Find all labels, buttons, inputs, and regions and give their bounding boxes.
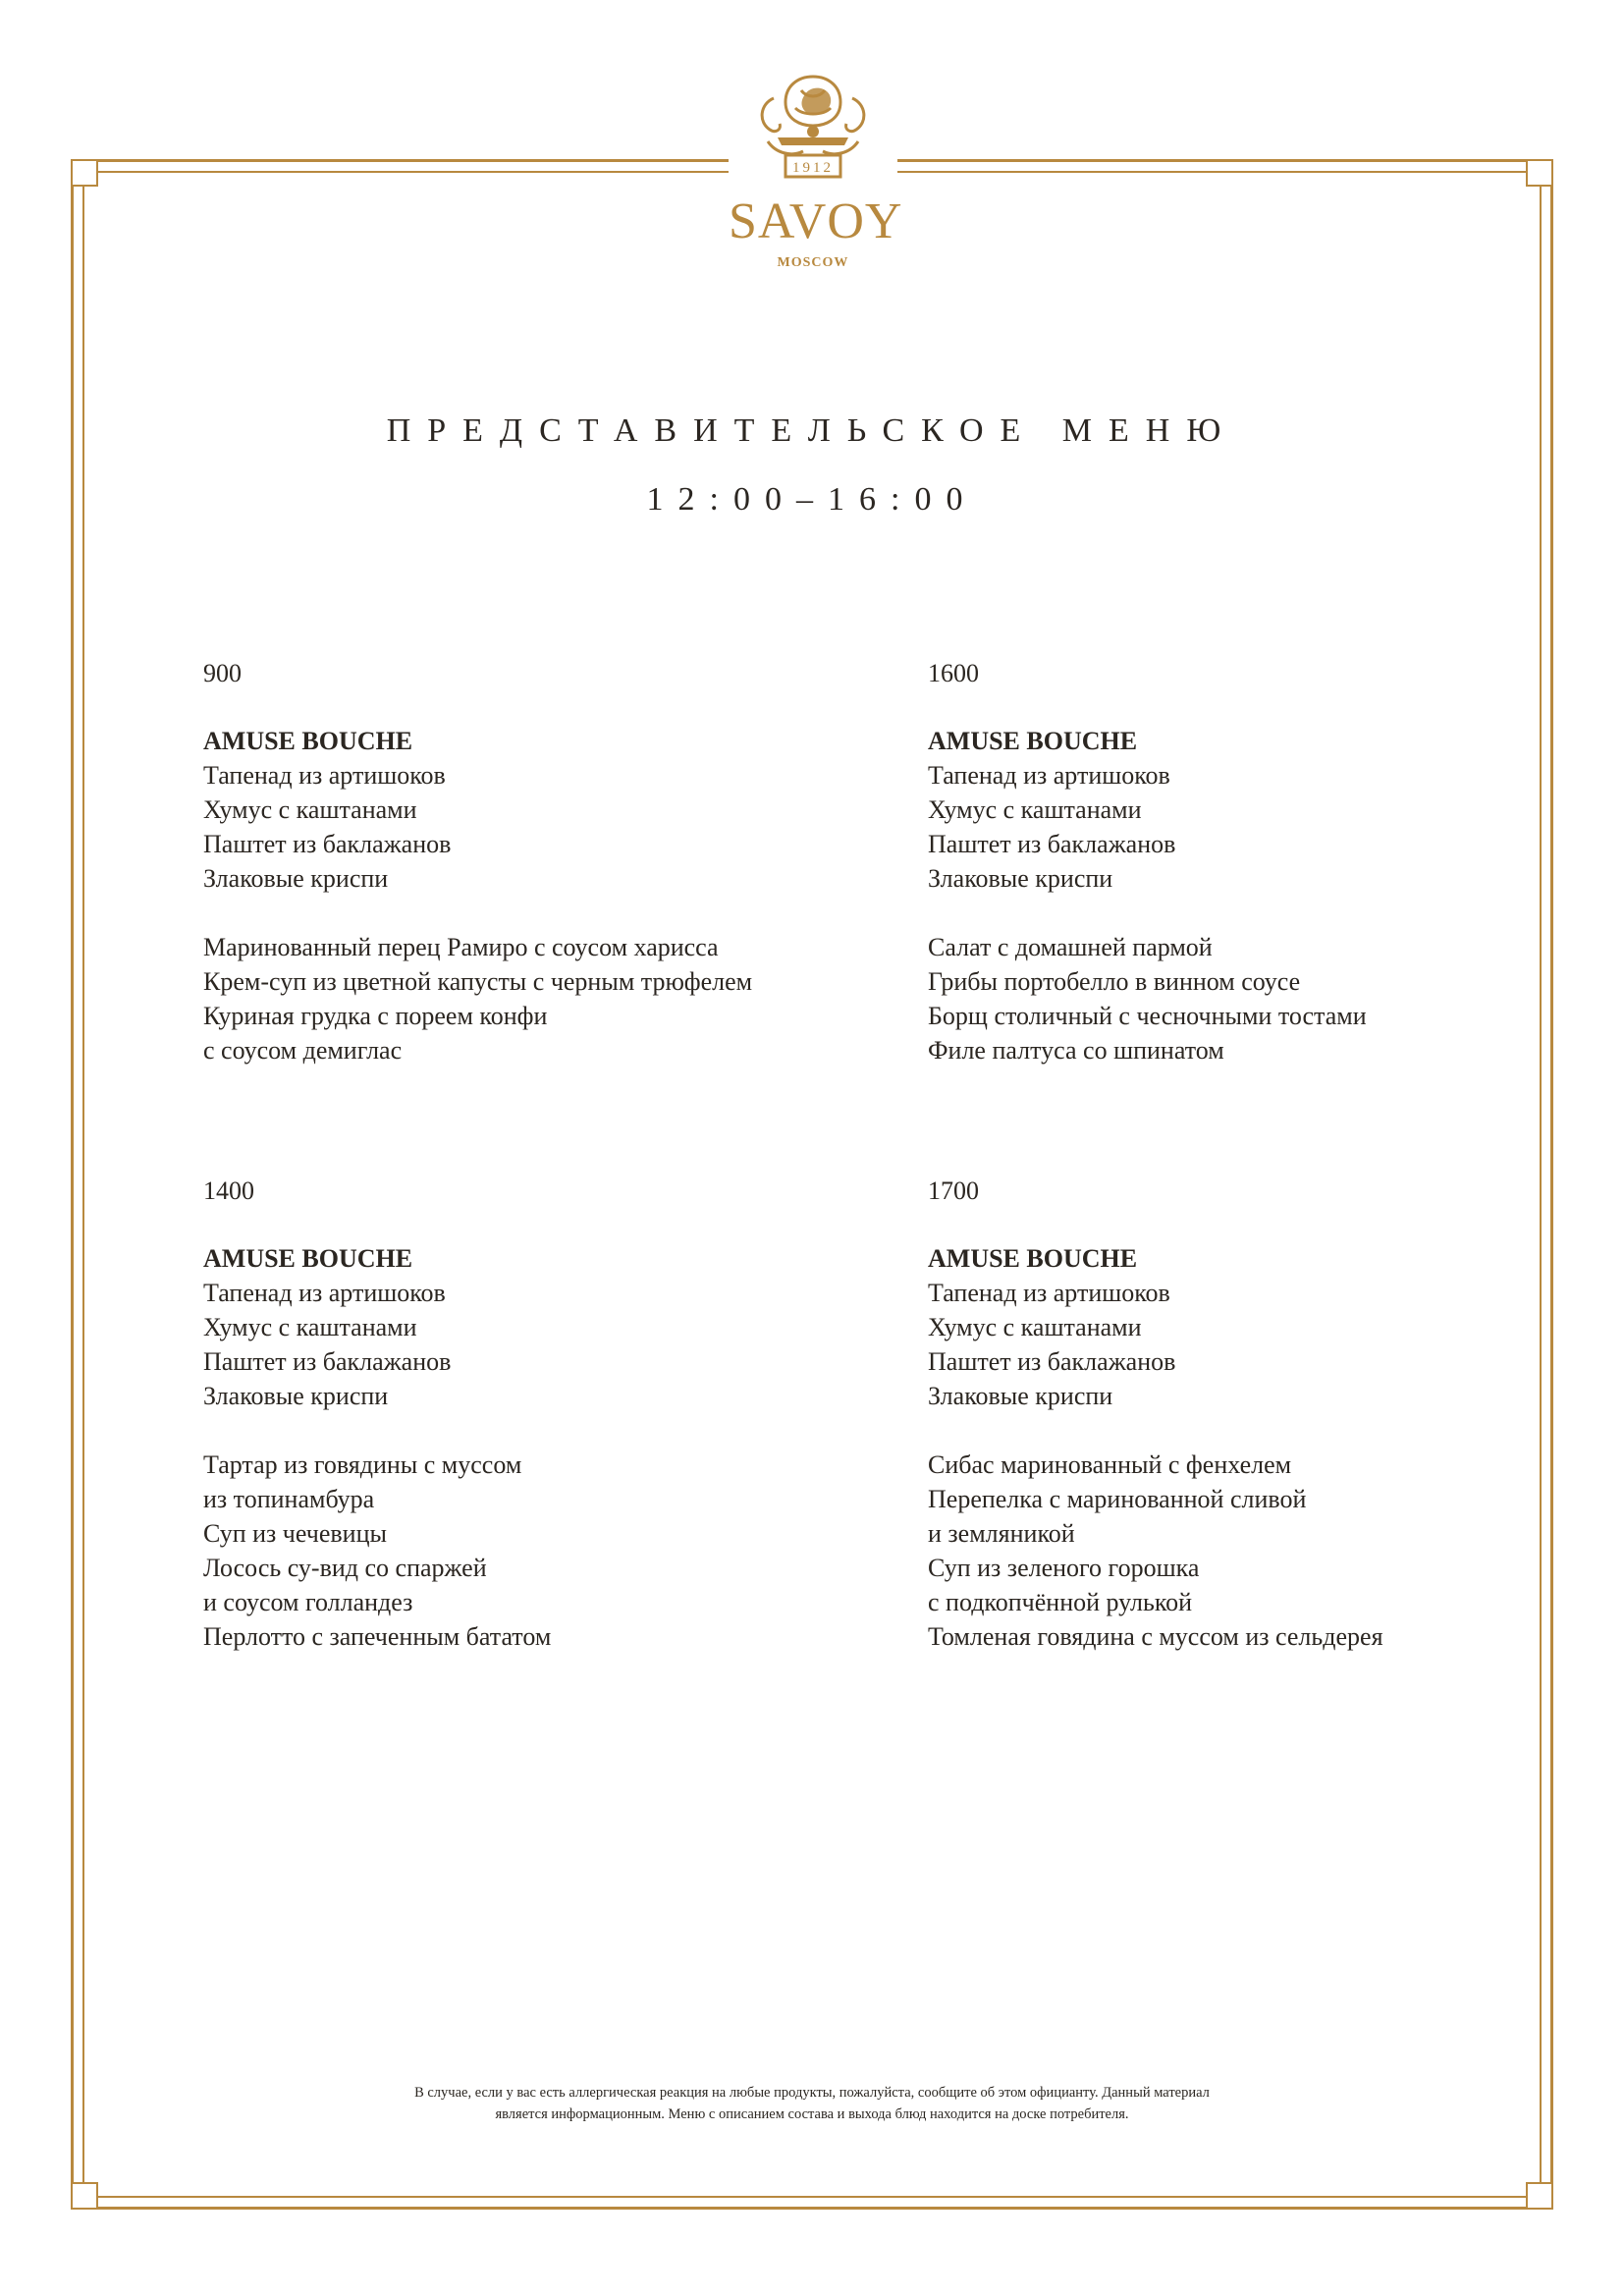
course-item: из топинамбура bbox=[203, 1485, 375, 1513]
course-item: Салат с домашней пармой bbox=[928, 933, 1213, 961]
amuse-item: Злаковые криспи bbox=[928, 1382, 1113, 1410]
frame-corner-bottom-left bbox=[71, 2182, 98, 2210]
amuse-item: Злаковые криспи bbox=[928, 864, 1113, 893]
course-item: Сибас маринованный с фенхелем bbox=[928, 1450, 1292, 1479]
course-item: Лосось су-вид со спаржей bbox=[203, 1554, 487, 1582]
course-item: Маринованный перец Рамиро с соусом харисса bbox=[203, 933, 719, 961]
frame-corner-bottom-right bbox=[1526, 2182, 1553, 2210]
course-item: Филе палтуса со шпинатом bbox=[928, 1036, 1224, 1065]
frame-corner-top-right bbox=[1526, 159, 1553, 187]
menu-set-1600 bbox=[928, 656, 1478, 1067]
set-price: 1400 bbox=[203, 1176, 254, 1205]
amuse-item: Тапенад из артишоков bbox=[203, 1279, 446, 1307]
menu-set-900 bbox=[203, 656, 753, 1067]
course-item: с соусом демиглас bbox=[203, 1036, 403, 1065]
set-price: 900 bbox=[203, 659, 242, 687]
course-item: Суп из зеленого горошка bbox=[928, 1554, 1200, 1582]
course-item: Крем-суп из цветной капусты с черным трюфелем bbox=[203, 967, 753, 996]
amuse-item: Паштет из баклажанов bbox=[928, 830, 1176, 858]
course-item: Томленая говядина с муссом из сельдерея bbox=[928, 1622, 1383, 1651]
amuse-item: Злаковые криспи bbox=[203, 864, 389, 893]
course-item: и соусом голландез bbox=[203, 1588, 413, 1616]
set-heading: AMUSE BOUCHE bbox=[203, 727, 413, 755]
set-heading: AMUSE BOUCHE bbox=[203, 1244, 413, 1273]
amuse-item: Хумус с каштанами bbox=[203, 795, 417, 824]
amuse-item: Хумус с каштанами bbox=[928, 1313, 1142, 1341]
menu-set-1400 bbox=[203, 1174, 753, 1654]
menu-title: ПРЕДСТАВИТЕЛЬСКОЕ МЕНЮ bbox=[386, 412, 1238, 449]
set-price: 1700 bbox=[928, 1176, 979, 1205]
menu-set-1700 bbox=[928, 1174, 1478, 1654]
amuse-item: Паштет из баклажанов bbox=[928, 1347, 1176, 1376]
logo-year: 1912 bbox=[792, 160, 834, 176]
menu-hours: 12:00–16:00 bbox=[646, 481, 978, 518]
course-item: с подкопчённой рулькой bbox=[928, 1588, 1193, 1616]
course-item: Куриная грудка с пореем конфи bbox=[203, 1002, 548, 1030]
amuse-item: Хумус с каштанами bbox=[928, 795, 1142, 824]
amuse-item: Злаковые криспи bbox=[203, 1382, 389, 1410]
amuse-item: Тапенад из артишоков bbox=[928, 761, 1170, 790]
set-heading: AMUSE BOUCHE bbox=[928, 1244, 1138, 1273]
course-item: Тартар из говядины с муссом bbox=[203, 1450, 522, 1479]
amuse-item: Хумус с каштанами bbox=[203, 1313, 417, 1341]
amuse-item: Паштет из баклажанов bbox=[203, 1347, 452, 1376]
spacer bbox=[928, 1413, 1478, 1448]
set-price: 1600 bbox=[928, 659, 979, 687]
course-item: Перлотто с запеченным бататом bbox=[203, 1622, 552, 1651]
spacer bbox=[203, 896, 753, 930]
course-item: Борщ столичный с чесночными тостами bbox=[928, 1002, 1367, 1030]
course-item: и земляникой bbox=[928, 1519, 1075, 1548]
set-heading: AMUSE BOUCHE bbox=[928, 727, 1138, 755]
allergy-footnote bbox=[0, 2082, 1624, 2125]
brand-logo bbox=[729, 69, 903, 271]
amuse-item: Тапенад из артишоков bbox=[203, 761, 446, 790]
savoy-crest-icon bbox=[746, 69, 880, 187]
course-item: Суп из чечевицы bbox=[203, 1519, 387, 1548]
course-item: Перепелка с маринованной сливой bbox=[928, 1485, 1307, 1513]
amuse-item: Тапенад из артишоков bbox=[928, 1279, 1170, 1307]
spacer bbox=[203, 1413, 753, 1448]
amuse-item: Паштет из баклажанов bbox=[203, 830, 452, 858]
spacer bbox=[928, 896, 1478, 930]
brand-name: SAVOY bbox=[729, 193, 903, 249]
frame-corner-top-left bbox=[71, 159, 98, 187]
footnote-line-1: В случае, если у вас есть аллергическая реакция на любые продукты, пожалуйста, сообщите об этом официанту. Данный материал bbox=[414, 2085, 1210, 2101]
course-item: Грибы портобелло в винном соусе bbox=[928, 967, 1301, 996]
brand-city: MOSCOW bbox=[777, 255, 849, 270]
footnote-line-2: является информационным. Меню с описанием состава и выхода блюд находится на доске потребителя. bbox=[495, 2106, 1129, 2122]
